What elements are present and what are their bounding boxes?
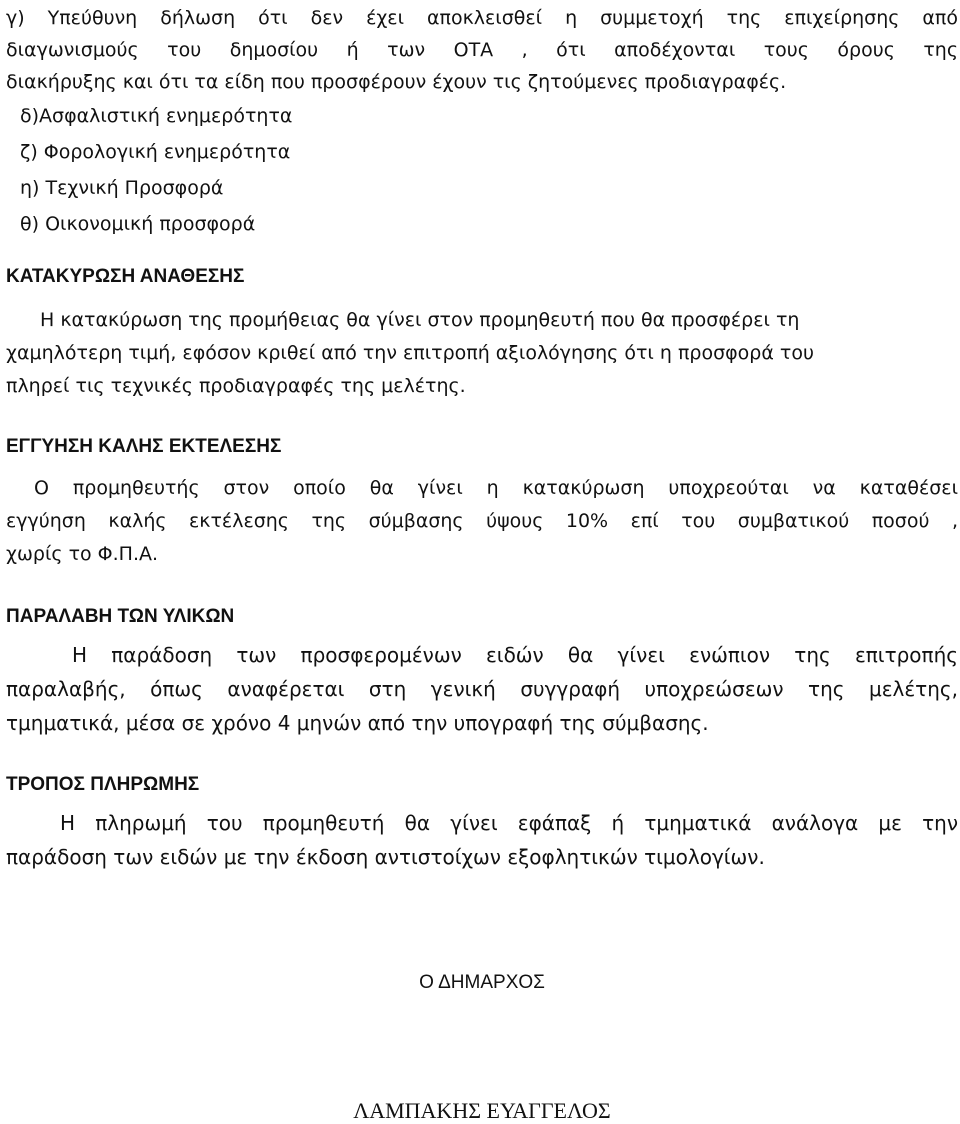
paragraph-line: τμηματικά, μέσα σε χρόνο 4 μηνών από την υπογραφή της σύμβασης. — [6, 711, 709, 735]
paragraph-line: εγγύηση καλής εκτέλεσης της σύμβασης ύψους 10% επί του συμβατικού ποσού , — [6, 510, 958, 532]
intro-paragraph — [6, 2, 958, 98]
signature-name: ΛΑΜΠΑΚΗΣ ΕΥΑΓΓΕΛΟΣ — [353, 1098, 611, 1123]
paragraph-line: παράδοση των ειδών με την έκδοση αντιστοίχων εξοφλητικών τιμολογίων. — [6, 845, 765, 869]
document-list — [20, 98, 292, 242]
award-paragraph — [6, 304, 958, 403]
section-heading-receipt: ΠΑΡΑΛΑΒΗ ΤΩΝ ΥΛΙΚΩΝ — [6, 606, 235, 627]
list-item: δ)Ασφαλιστική ενημερότητα — [20, 105, 293, 127]
paragraph-line: Η κατακύρωση της προμήθειας θα γίνει στον προμηθευτή που θα προσφέρει τη — [40, 309, 800, 331]
paragraph-line: Η παράδοση των προσφερομένων ειδών θα γίνει ενώπιον της επιτροπής — [72, 643, 958, 667]
paragraph-line: χαμηλότερη τιμή, εφόσον κριθεί από την επιτροπή αξιολόγησης ότι η προσφορά του — [6, 342, 814, 364]
receipt-paragraph — [6, 638, 958, 740]
guarantee-paragraph — [6, 472, 958, 571]
section-heading-award: ΚΑΤΑΚΥΡΩΣΗ ΑΝΑΘΕΣΗΣ — [6, 266, 245, 287]
paragraph-line: Ο προμηθευτής στον οποίο θα γίνει η κατακύρωση υποχρεούται να καταθέσει — [34, 477, 958, 499]
section-heading-payment: ΤΡΟΠΟΣ ΠΛΗΡΩΜΗΣ — [6, 774, 200, 795]
intro-line: διακήρυξης και ότι τα είδη που προσφέρουν έχουν τις ζητούμενες προδιαγραφές. — [6, 71, 787, 93]
paragraph-line: Η πληρωμή του προμηθευτή θα γίνει εφάπαξ ή τμηματικά ανάλογα με την — [60, 811, 958, 835]
intro-line: διαγωνισμούς του δημοσίου ή των ΟΤΑ , ότι αποδέχονται τους όρους της — [6, 39, 958, 61]
intro-line: γ) Υπεύθυνη δήλωση ότι δεν έχει αποκλεισθεί η συμμετοχή της επιχείρησης από — [6, 7, 958, 29]
list-item: η) Τεχνική Προσφορά — [20, 177, 224, 199]
signature-title: Ο ΔΗΜΑΡΧΟΣ — [419, 972, 545, 993]
paragraph-line: παραλαβής, όπως αναφέρεται στη γενική συγγραφή υποχρεώσεων της μελέτης, — [6, 677, 958, 701]
payment-paragraph — [6, 806, 958, 874]
section-heading-guarantee: ΕΓΓΥΗΣΗ ΚΑΛΗΣ ΕΚΤΕΛΕΣΗΣ — [6, 436, 282, 457]
list-item: ζ) Φορολογική ενημερότητα — [20, 141, 291, 163]
paragraph-line: πληρεί τις τεχνικές προδιαγραφές της μελέτης. — [6, 375, 466, 397]
list-item: θ) Οικονομική προσφορά — [20, 213, 256, 235]
paragraph-line: χωρίς το Φ.Π.Α. — [6, 543, 159, 565]
